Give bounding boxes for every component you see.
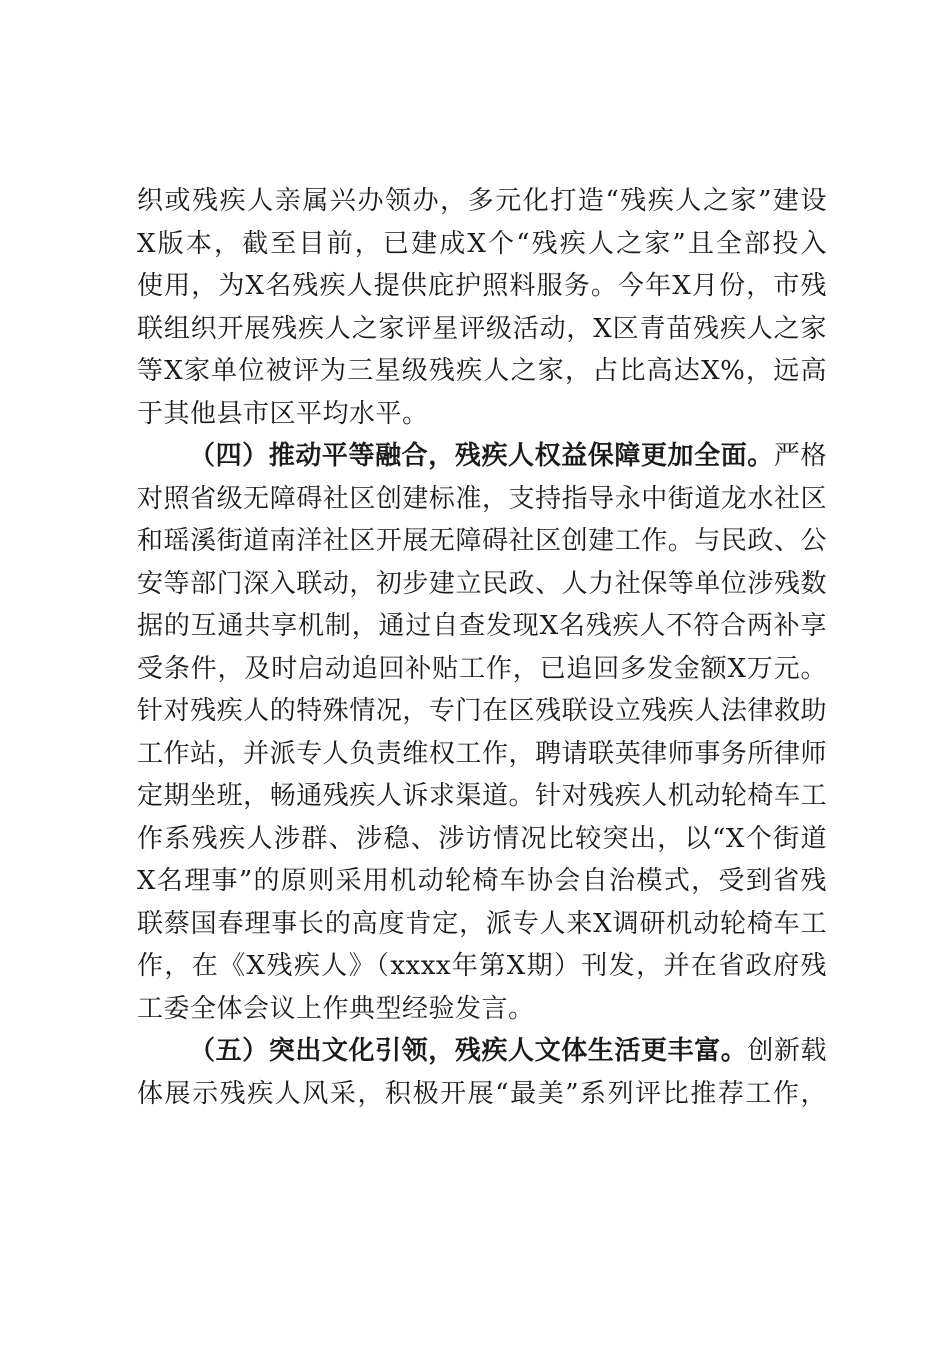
paragraph-culture xyxy=(137,1030,827,1115)
section-heading-four: （四）推动平等融合，残疾人权益保障更加全面。 xyxy=(189,441,774,471)
text-line xyxy=(137,1030,827,1073)
text-line: 工作站，并派专人负责维权工作，聘请联英律师事务所律师 xyxy=(137,738,827,769)
paragraph-disabled-homes xyxy=(137,180,827,435)
text-line: 定期坐班，畅通残疾人诉求渠道。针对残疾人机动轮椅车工 xyxy=(137,781,827,811)
text-fragment: 创新载 xyxy=(747,1036,827,1066)
text-line: 联蔡国春理事长的高度肯定，派专人来X调研机动轮椅车工 xyxy=(137,908,827,939)
text-line: 据的互通共享机制，通过自查发现X名残疾人不符合两补享 xyxy=(137,611,827,641)
section-heading-five: （五）突出文化引领，残疾人文体生活更丰富。 xyxy=(189,1036,748,1066)
text-line: 和瑶溪街道南洋社区开展无障碍社区创建工作。与民政、公 xyxy=(137,526,827,556)
text-line: 作，在《X残疾人》（xxxx年第X期）刊发，并在省政府残 xyxy=(137,951,827,981)
text-line: 工委全体会议上作典型经验发言。 xyxy=(137,993,535,1024)
text-line: 等X家单位被评为三星级残疾人之家，占比高达X%，远高 xyxy=(137,356,827,386)
text-line: 织或残疾人亲属兴办领办，多元化打造“残疾人之家”建设 xyxy=(137,186,827,216)
text-line: 于其他县市区平均水平。 xyxy=(137,398,429,429)
text-line: X版本，截至目前，已建成X个“残疾人之家”且全部投入 xyxy=(137,228,827,259)
text-line: 联组织开展残疾人之家评星评级活动，X区青苗残疾人之家 xyxy=(137,313,827,344)
text-line: 受条件，及时启动追回补贴工作，已追回多发金额X万元。 xyxy=(137,653,827,684)
paragraph-rights-protection xyxy=(137,435,827,1030)
text-line: 安等部门深入联动，初步建立民政、人力社保等单位涉残数 xyxy=(137,568,827,599)
text-line: 体展示残疾人风采，积极开展“最美”系列评比推荐工作， xyxy=(137,1078,827,1109)
text-fragment: 严格 xyxy=(773,441,827,471)
text-line: 作系残疾人涉群、涉稳、涉访情况比较突出，以“X个街道 xyxy=(137,823,827,854)
text-line: 针对残疾人的特殊情况，专门在区残联设立残疾人法律救助 xyxy=(137,696,827,726)
document-body xyxy=(137,180,827,1115)
text-line: 使用，为X名残疾人提供庇护照料服务。今年X月份，市残 xyxy=(137,271,827,301)
text-line: X名理事”的原则采用机动轮椅车协会自治模式，受到省残 xyxy=(137,866,827,896)
text-line: 对照省级无障碍社区创建标准，支持指导永中街道龙水社区 xyxy=(137,483,827,514)
text-line xyxy=(137,435,827,478)
